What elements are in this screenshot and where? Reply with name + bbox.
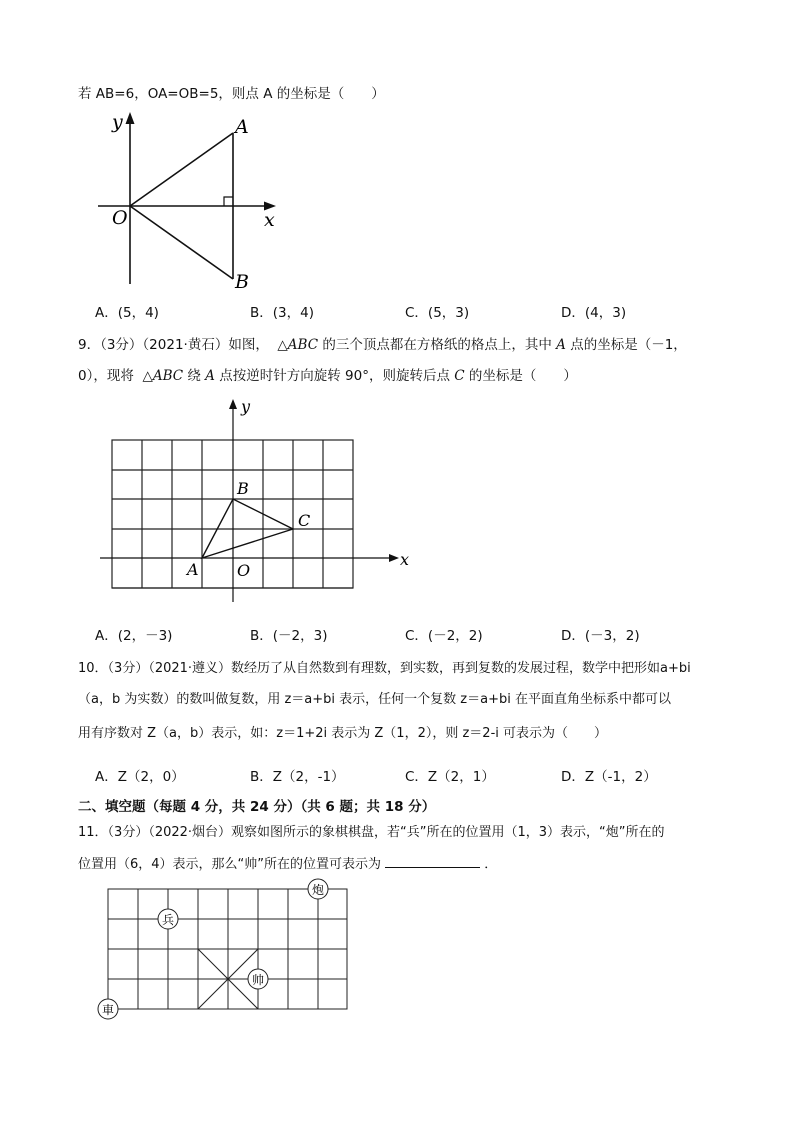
q8-option-b[interactable]: B．(3，4) bbox=[250, 305, 314, 321]
q8-label-b: B bbox=[235, 271, 249, 293]
q9-option-a[interactable]: A．(2，－3) bbox=[95, 628, 173, 644]
section2-heading: 二、填空题（每题 4 分，共 24 分）（共 6 题；共 18 分） bbox=[78, 799, 436, 815]
q8-segment-oa bbox=[130, 133, 233, 206]
q8-label-y: y bbox=[112, 111, 123, 133]
q8-label-o: O bbox=[112, 207, 128, 229]
q9-label-a: A bbox=[187, 560, 199, 579]
q11-stem-line1: 11．（3分）（2022·烟台）观察如图所示的象棋棋盘，若“兵”所在的位置用（1，3）表示，“炮”所在的 bbox=[78, 825, 665, 840]
q10-option-c[interactable]: C．Z（2，1） bbox=[405, 769, 495, 785]
q9-option-b[interactable]: B．(－2，3) bbox=[250, 628, 328, 644]
q8-right-angle-mark bbox=[224, 197, 233, 206]
q8-y-arrow bbox=[126, 112, 135, 124]
q11-answer-blank[interactable] bbox=[385, 855, 480, 868]
q10-stem-line3: 用有序数对 Z（a，b）表示，如：z＝1+2i 表示为 Z（1，2），则 z＝2-i 可表示为（ ） bbox=[78, 726, 608, 741]
q11-piece-shuai bbox=[248, 969, 268, 989]
q9-y-arrow bbox=[229, 399, 237, 409]
q9-label-o: O bbox=[237, 561, 251, 580]
q10-options bbox=[95, 765, 735, 783]
q10-option-a[interactable]: A．Z（2，0） bbox=[95, 769, 185, 785]
q11-piece-che bbox=[98, 999, 118, 1019]
q9-stem-line1: 9．（3分）（2021·黄石）如图， △ABC 的三个顶点都在方格纸的格点上，其中 A 点的坐标是（－1， bbox=[78, 337, 687, 353]
q8-options bbox=[95, 301, 735, 319]
q9-option-c[interactable]: C．(－2，2) bbox=[405, 628, 483, 644]
q8-label-a: A bbox=[235, 116, 249, 138]
q8-option-c[interactable]: C．(5，3) bbox=[405, 305, 470, 321]
svg-text:炮: 炮 bbox=[311, 883, 325, 897]
q9-options bbox=[95, 624, 735, 642]
q10-option-d[interactable]: D．Z（-1，2） bbox=[561, 769, 657, 785]
q11-board-grid bbox=[108, 889, 347, 1009]
q8-option-d[interactable]: D．(4，3) bbox=[561, 305, 627, 321]
svg-text:兵: 兵 bbox=[161, 913, 175, 927]
q9-label-x: x bbox=[400, 550, 410, 569]
q10-option-b[interactable]: B．Z（2，-1） bbox=[250, 769, 345, 785]
q9-x-arrow bbox=[389, 554, 399, 562]
q11-piece-pao bbox=[308, 879, 328, 899]
q11-piece-bing bbox=[158, 909, 178, 929]
q11-chessboard bbox=[90, 875, 360, 1023]
q8-option-a[interactable]: A．(5，4) bbox=[95, 305, 159, 321]
q8-segment-ob bbox=[130, 206, 233, 279]
q9-label-y: y bbox=[241, 397, 251, 416]
q9-stem-line2: 0），现将 △ABC 绕 A 点按逆时针方向旋转 90°，则旋转后点 C 的坐标是（ ） bbox=[78, 368, 577, 384]
q10-stem-line2: （a，b 为实数）的数叫做复数，用 z＝a+bi 表示，任何一个复数 z＝a+bi 在平面直角坐标系中都可以 bbox=[78, 692, 671, 707]
q9-label-b: B bbox=[237, 479, 249, 498]
svg-text:車: 車 bbox=[101, 1003, 115, 1017]
q8-figure bbox=[90, 108, 290, 298]
q9-option-d[interactable]: D．(－3，2) bbox=[561, 628, 640, 644]
q9-label-c: C bbox=[298, 511, 311, 530]
q8-label-x: x bbox=[264, 209, 275, 231]
q9-grid-figure bbox=[95, 395, 415, 605]
q11-stem-line2: 位置用（6，4）表示，那么“帅”所在的位置可表示为 ． bbox=[78, 857, 498, 872]
q8-stem: 若 AB=6，OA=OB=5，则点 A 的坐标是（ ） bbox=[78, 86, 385, 102]
q10-stem-line1: 10．（3分）（2021·遵义）数经历了从自然数到有理数，到实数，再到复数的发展过程，数学中把形如a+bi bbox=[78, 661, 691, 676]
svg-text:帅: 帅 bbox=[251, 973, 265, 987]
